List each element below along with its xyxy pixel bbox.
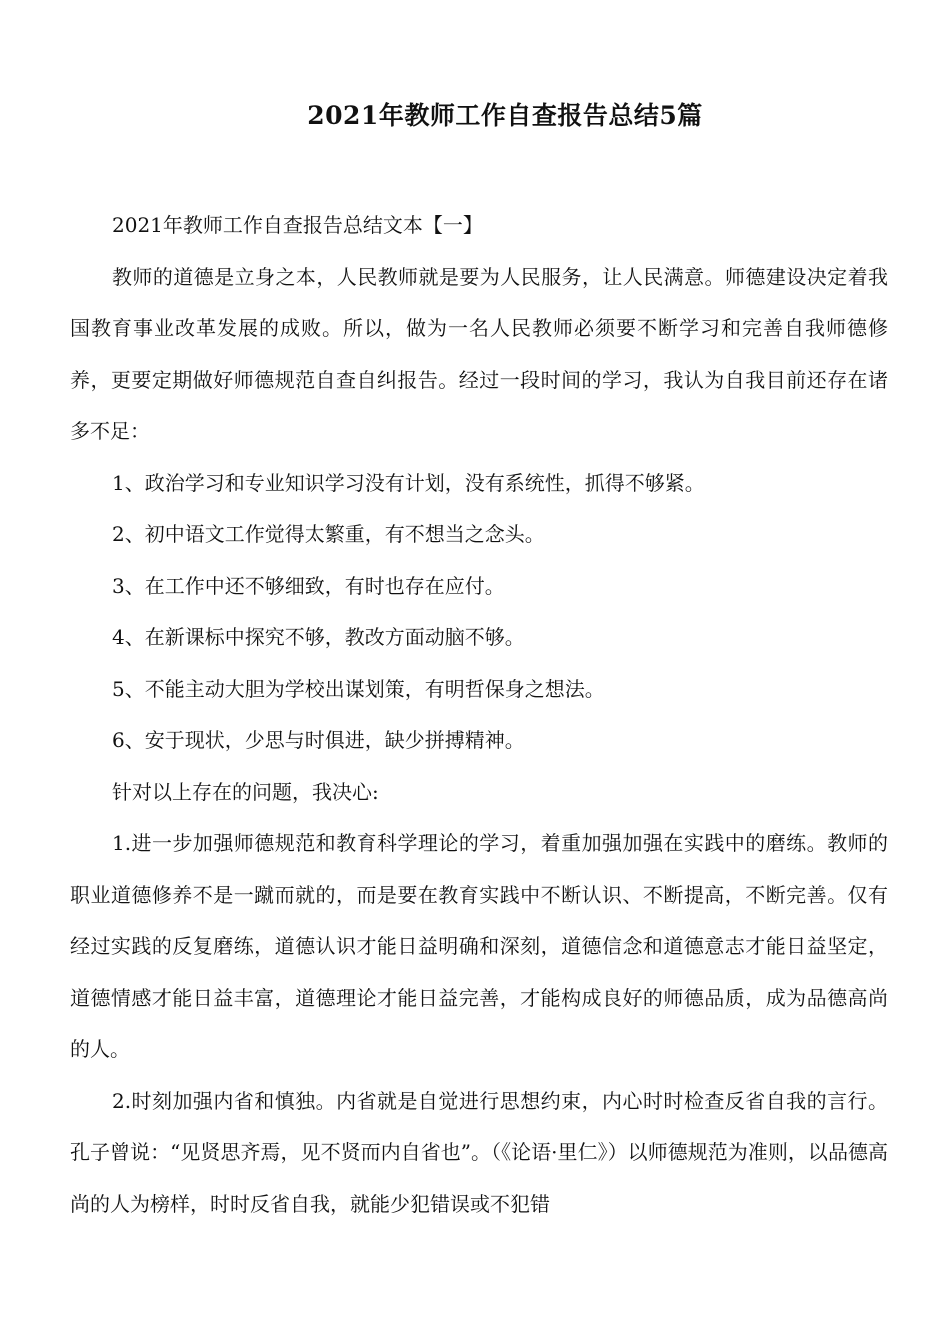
list-item: 6、安于现状，少思与时俱进，缺少拼搏精神。 <box>112 728 525 752</box>
list-item: 1、政治学习和专业知识学习没有计划，没有系统性，抓得不够紧。 <box>112 470 705 495</box>
list-item: 3、在工作中还不够细致，有时也存在应付。 <box>112 573 505 598</box>
list-item: 4、在新课标中探究不够，教改方面动脑不够。 <box>112 625 525 649</box>
paragraph-intro: 教师的道德是立身之本，人民教师就是要为人民服务，让人民满意。师德建设决定着我国教育事业改革发展的成败。所以，做为一名人民教师必须要不断学习和完善自我师德修养，更要定期做好师德规范自查自纠报告。经过一段时间的学习，我认为自我目前还存在诸多不足： <box>70 264 888 443</box>
paragraph-point-2: 2.时刻加强内省和慎独。内省就是自觉进行思想约束，内心时时检查反省自我的言行。孔子曾说：“见贤思齐焉，见不贤而内自省也”。（《论语·里仁》）以师德规范为准则，以品德高尚的人为榜样，时时反省自我，就能少犯错误或不犯错 <box>70 1088 888 1216</box>
document-body <box>70 200 888 1230</box>
section-heading: 2021年教师工作自查报告总结文本【一】 <box>112 213 483 237</box>
document-title: 2021年教师工作自查报告总结5篇 <box>307 101 703 130</box>
list-item: 2、初中语文工作觉得太繁重，有不想当之念头。 <box>112 522 545 546</box>
paragraph-point-1: 1.进一步加强师德规范和教育科学理论的学习，着重加强加强在实践中的磨练。教师的职业道德修养不是一蹴而就的，而是要在教育实践中不断认识、不断提高，不断完善。仅有经过实践的反复磨练，道德认识才能日益明确和深刻，道德信念和道德意志才能日益坚定，道德情感才能日益丰富，道德理论才能日益完善，才能构成良好的师德品质，成为品德高尚的人。 <box>70 831 888 1061</box>
paragraph-resolution: 针对以上存在的问题，我决心: <box>112 779 379 804</box>
list-item: 5、不能主动大胆为学校出谋划策，有明哲保身之想法。 <box>112 676 605 701</box>
